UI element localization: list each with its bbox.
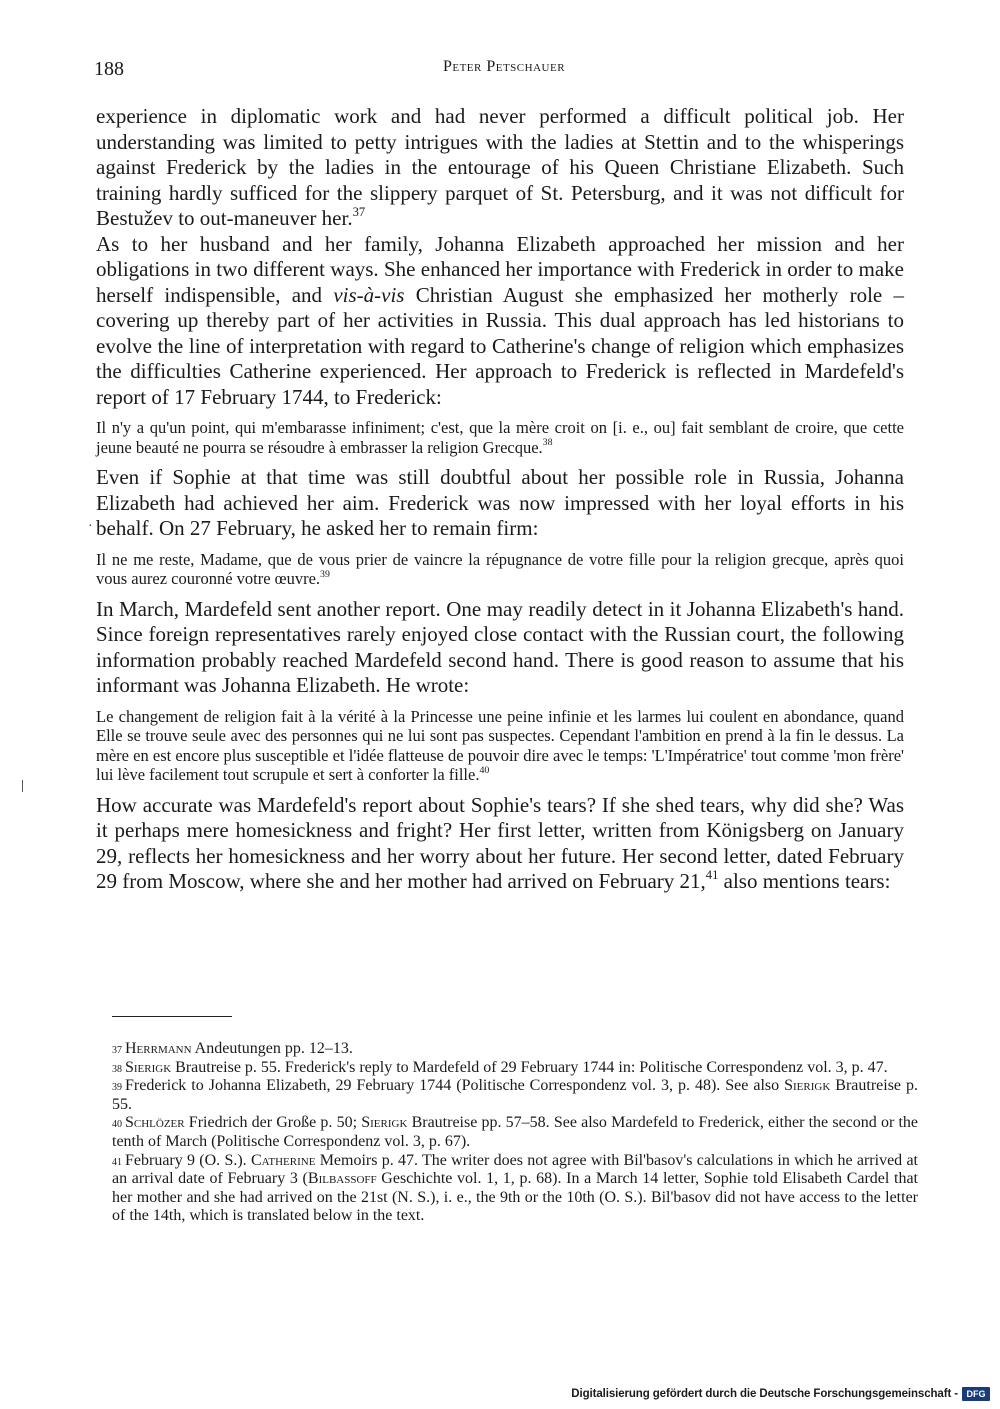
footnote-number: 39 (112, 1082, 122, 1094)
footnote-separator (112, 1016, 232, 1017)
paragraph-5: How accurate was Mardefeld's report about Sophie's tears? If she shed tears, why did she? Was it perhaps mere homesickness and fright? Her first letter, written from Königsberg on January 29, reflects her homesickness and her worry about her future. Her second letter, dated February 29 from Moscow, where she and her mother had arrived on February 21,41 also mentions tears: (96, 792, 904, 893)
footnote-ref-37[interactable]: 37 (352, 204, 366, 219)
block-quote-2: Il ne me reste, Madame, que de vous prier de vaincre la répugnance de votre fille pour la religion grecque, après quoi vous aurez couronné votre œuvre.$^{39}$ (96, 549, 904, 588)
author-name: Catherine (250, 1151, 316, 1169)
page-header (94, 52, 914, 82)
footnote-text: Andeutungen pp. 12–13. (191, 1040, 353, 1057)
footnote-ref-38[interactable]: 38 (542, 437, 553, 449)
footnote-text: Geschichte vol. 1, 1, p. 68). In a March 14 letter, Sophie told Elisabeth Cardel that her mother and she had arrived on the 21st (N. S.), i. e., the 9th or the 10th (O. S.). Bil'basov did not have access to the letter of the 14th, which is translated below in the text. (112, 1170, 919, 1225)
paragraph-4: In March, Mardefeld sent another report. One may readily detect in it Johanna Elizabeth's hand. Since foreign representatives rarely enjoyed close contact with the Russian court, the following information probably reached Mardefeld second hand. There is good reason to assume that his informant was Johanna Elizabeth. He wrote: (96, 596, 904, 697)
footnote-text: Brautreise pp. 57–58. See also Mardefeld to Frederick, either the second or the tenth of March (Politische Correspondenz vol. 3, p. 67). (112, 1114, 919, 1150)
footnote-number: 37 (112, 1045, 122, 1056)
block-quote-1: Il n'y a qu'un point, qui m'embarasse infiniment; c'est, que la mère croit on [i. e., ou] fait semblant de croire, que cette jeune beauté ne pourra se résoudre à embrasser la religion Grecque.$^{38}$ (96, 418, 904, 457)
footnote-39 (112, 1077, 918, 1114)
author-name: Herrmann (125, 1040, 192, 1057)
footnote-40 (112, 1114, 918, 1151)
footnote-ref-41[interactable]: 41 (705, 867, 719, 882)
paragraph-3: Even if Sophie at that time was still doubtful about her possible role in Russia, Johanna Elizabeth had achieved her aim. Frederick was now impressed with her loyal efforts in his behalf. On 27 February, he asked her to remain firm: (96, 465, 904, 540)
footnote-text: Friedrich der Große p. 50; (184, 1114, 362, 1132)
footnote-number: 40 (112, 1119, 122, 1131)
footnote-41 (112, 1152, 918, 1226)
margin-mark: · (88, 519, 93, 534)
paragraph-2: As to her husband and her family, Johanna Elizabeth approached her mission and her obligations in two different ways. She enhanced her importance with Frederick in order to make herself indispensible, and vis-à-vis Christian August she emphasized her motherly role – covering up thereby part of her activities in Russia. This dual approach has led historians to evolve the line of interpretation with regard to Catherine's change of religion which emphasizes the difficulties Catherine experienced. Her approach to Frederick is reflected in Mardefeld's report of 17 February 1744, to Frederick: (96, 231, 904, 409)
footnote-text: Brautreise p. 55. Frederick's reply to Mardefeld of 29 February 1744 in: Politische Correspondenz vol. 3, p. 47. (171, 1058, 888, 1076)
running-head: Peter Petschauer (442, 58, 566, 75)
author-name: Sierigk (125, 1058, 172, 1076)
footnote-ref-40[interactable]: 40 (479, 764, 490, 776)
block-quote-3: Le changement de religion fait à la vérité à la Princesse une peine infinie et les larmes lui coulent en abondance, quand Elle se trouve seule avec des personnes qui ne lui sont pas suspectes. Cependant l'ambition en prend à la fin le dessus. La mère en est encore plus susceptible et l'idée flatteuse de pouvoir dire avec le temps: 'L'Impératrice' tout comme 'mon frère' lui lève facilement tout scrupule et sert à conforter la fille.$^{40}$ (96, 706, 904, 784)
footnote-ref-39[interactable]: 39 (320, 568, 330, 580)
footnote-text: Frederick to Johanna Elizabeth, 29 February 1744 (Politische Correspondenz vol. 3, p. 48). See also (125, 1077, 785, 1095)
footnote-number: 41 (112, 1156, 122, 1168)
author-name: Schlözer (125, 1114, 185, 1132)
footnote-text: February 9 (O. S.). (125, 1151, 251, 1169)
footnote-text: Memoirs p. 47. The writer does not agree with Bil'basov's calculations in which he arrived at an arrival date of February 3 ( (112, 1151, 918, 1188)
author-name: Sierigk (361, 1114, 408, 1132)
footnote-number: 38 (112, 1063, 122, 1075)
author-name: Sierigk (784, 1077, 831, 1095)
stray-scan-mark (22, 780, 23, 792)
footnotes (112, 1040, 918, 1226)
author-name: Bilbassoff (307, 1170, 377, 1188)
footnote-37 (112, 1040, 918, 1059)
digitization-footer (571, 1385, 990, 1403)
paragraph-1: experience in diplomatic work and had never performed a difficult political job. Her understanding was limited to petty intrigues with the ladies at Stettin and to the whisperings against Frederick by the ladies in the entourage of his Queen Christiane Elizabeth. Such training hardly sufficed for the slippery parquet of St. Petersburg, and it was not difficult for Bestužev to out-maneuver her.$^{37}$ (96, 104, 904, 230)
page-number: 188 (94, 58, 124, 80)
dfg-logo-icon: DFG (962, 1387, 990, 1401)
footnote-38 (112, 1059, 918, 1078)
footnote-text: Brautreise p. 55. (112, 1077, 919, 1113)
main-text (96, 104, 904, 895)
digitization-notice: Digitalisierung gefördert durch die Deutsche Forschungsgemeinschaft - (571, 1388, 958, 1400)
